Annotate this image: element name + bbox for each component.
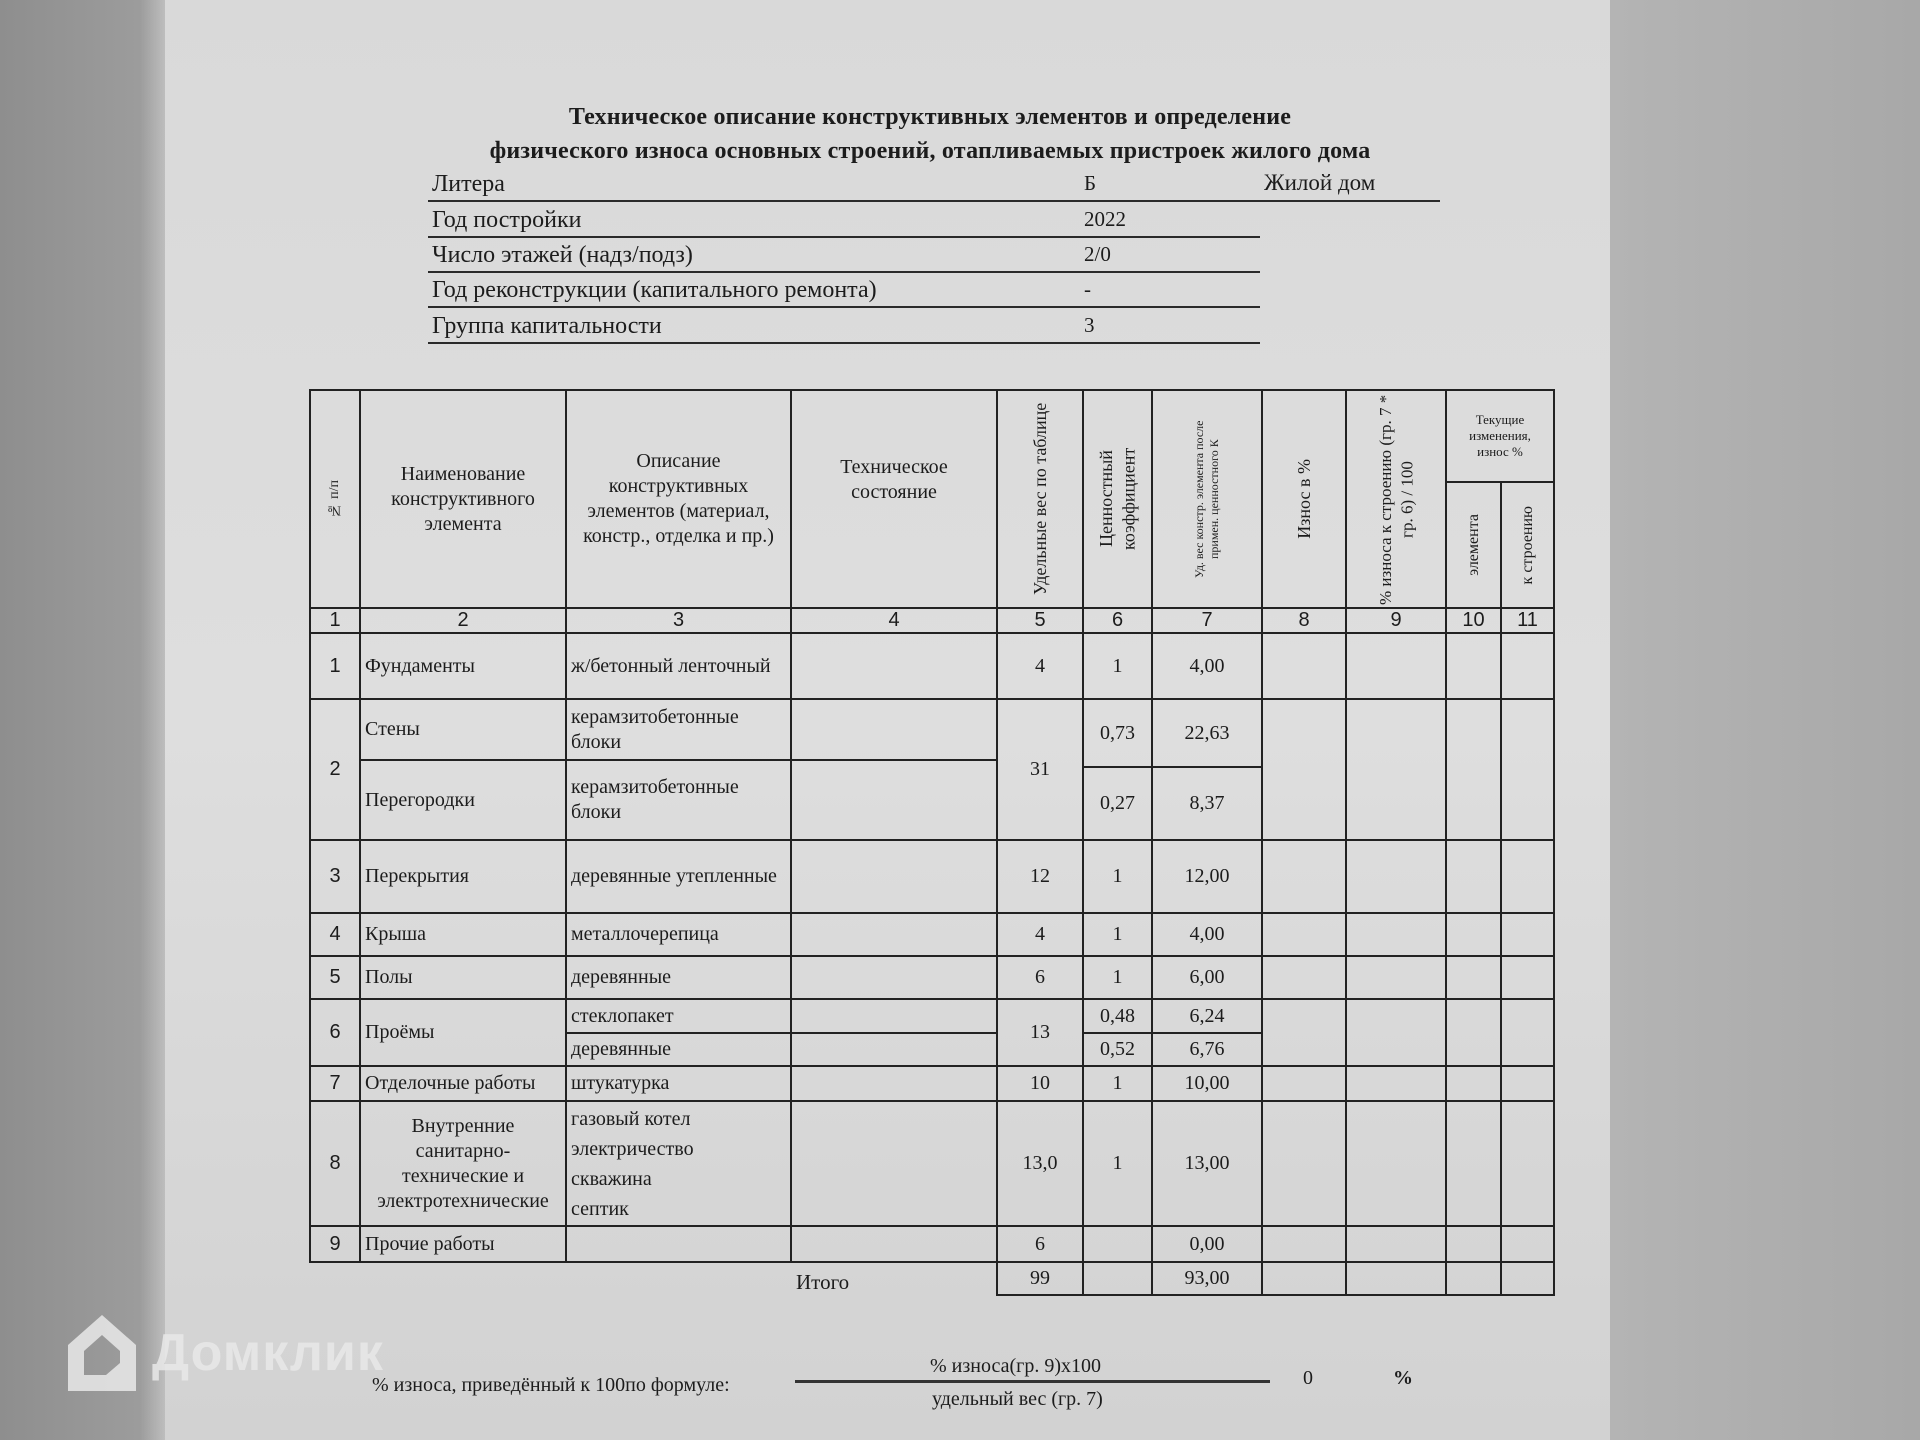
element-coefficient: 1 — [1082, 1065, 1153, 1102]
watermark-text: Домклик — [152, 1324, 384, 1382]
element-condition — [790, 955, 998, 1000]
element-description: керамзитобетонные блоки — [565, 759, 792, 841]
header-current-changes-text: Текущие изменения, износ % — [1469, 411, 1531, 460]
header-description-text: Описание конструктивных элементов (материал, констр., отделка и пр.) — [583, 450, 774, 547]
element-weight: 4 — [996, 632, 1084, 700]
element-wear — [1261, 955, 1347, 1000]
element-description: ж/бетонный ленточный — [565, 632, 792, 700]
col-number: 1 — [309, 607, 361, 634]
header-no — [309, 389, 361, 609]
total-wear — [1261, 1261, 1347, 1296]
header-name — [359, 389, 567, 609]
total-weight: 99 — [996, 1261, 1084, 1296]
row-number: 9 — [309, 1225, 361, 1263]
header-wear-to-building-text: % износа к строению (гр. 7 * гр. 6) / 100 — [1375, 393, 1416, 605]
element-current-element — [1445, 1100, 1502, 1227]
element-name: Перегородки — [359, 759, 567, 841]
element-condition — [790, 632, 998, 700]
header-name-text: Наименование конструктивного элемента — [391, 462, 535, 535]
info-value: 3 — [1084, 313, 1095, 337]
formula-numerator: % износа(гр. 9)х100 — [930, 1355, 1101, 1377]
row-number: 8 — [309, 1100, 361, 1227]
col-number: 8 — [1261, 607, 1347, 634]
info-row-litera — [428, 168, 1440, 202]
element-current-element — [1445, 1225, 1502, 1263]
info-label: Число этажей (надз/подз) — [432, 242, 693, 268]
element-wear-building — [1345, 912, 1447, 957]
info-extra: Жилой дом — [1264, 170, 1376, 195]
formula-result: 0 — [1303, 1367, 1313, 1389]
element-current-building — [1500, 698, 1555, 841]
header-condition — [790, 389, 998, 609]
element-current-element — [1445, 955, 1502, 1000]
col-number: 4 — [790, 607, 998, 634]
element-weight: 6 — [996, 1225, 1084, 1263]
info-label: Год реконструкции (капитального ремонта) — [432, 277, 877, 303]
row-number: 1 — [309, 632, 361, 700]
element-wear — [1261, 839, 1347, 914]
info-row-year-built — [428, 204, 1260, 238]
element-adjusted-weight: 12,00 — [1151, 839, 1263, 914]
element-weight: 4 — [996, 912, 1084, 957]
document-title-line2: физического износа основных строений, отапливаемых пристроек жилого дома — [489, 138, 1371, 164]
element-adjusted-weight: 10,00 — [1151, 1065, 1263, 1102]
element-wear-building — [1345, 632, 1447, 700]
total-current-building — [1500, 1261, 1555, 1296]
element-current-element — [1445, 632, 1502, 700]
element-current-element — [1445, 1065, 1502, 1102]
info-row-reconstruction — [428, 274, 1260, 308]
element-description: металлочерепица — [565, 912, 792, 957]
header-to-building — [1500, 481, 1555, 609]
element-current-building — [1500, 632, 1555, 700]
element-condition — [790, 1225, 998, 1263]
total-wear-building — [1345, 1261, 1447, 1296]
element-name: Проёмы — [359, 998, 567, 1067]
total-coefficient — [1082, 1261, 1153, 1296]
element-condition — [790, 1065, 998, 1102]
element-wear — [1261, 1065, 1347, 1102]
element-adjusted-weight: 22,63 — [1151, 698, 1263, 768]
element-coefficient: 1 — [1082, 1100, 1153, 1227]
element-description: деревянные — [565, 955, 792, 1000]
header-wear-to-building — [1345, 389, 1447, 609]
total-adjusted-weight: 93,00 — [1151, 1261, 1263, 1296]
element-coefficient: 1 — [1082, 632, 1153, 700]
element-description — [565, 1100, 792, 1227]
row-number: 4 — [309, 912, 361, 957]
header-coefficient — [1082, 389, 1153, 609]
info-label: Год постройки — [432, 207, 582, 233]
element-name: Отделочные работы — [359, 1065, 567, 1102]
row-number: 6 — [309, 998, 361, 1067]
row-number: 2 — [309, 698, 361, 841]
element-coefficient: 0,52 — [1082, 1032, 1153, 1067]
header-no-text: № п/п — [327, 480, 343, 518]
info-label: Литера — [432, 171, 505, 197]
info-row-capital-group — [428, 310, 1260, 344]
formula-unit: % — [1393, 1367, 1413, 1389]
element-weight: 12 — [996, 839, 1084, 914]
element-adjusted-weight: 13,00 — [1151, 1100, 1263, 1227]
element-adjusted-weight: 6,76 — [1151, 1032, 1263, 1067]
element-wear — [1261, 632, 1347, 700]
element-name: Полы — [359, 955, 567, 1000]
element-condition — [790, 759, 998, 841]
element-condition — [790, 912, 998, 957]
header-weight-text: Удельные вес по таблице — [1029, 402, 1050, 596]
element-description: стеклопакет — [565, 998, 792, 1034]
element-current-building — [1500, 998, 1555, 1067]
element-wear — [1261, 912, 1347, 957]
element-wear-building — [1345, 839, 1447, 914]
element-current-building — [1500, 912, 1555, 957]
row-number: 7 — [309, 1065, 361, 1102]
header-element — [1445, 481, 1502, 609]
element-current-building — [1500, 1065, 1555, 1102]
element-condition — [790, 998, 998, 1034]
element-name: Прочие работы — [359, 1225, 567, 1263]
element-wear-building — [1345, 1065, 1447, 1102]
info-value: Б — [1084, 171, 1097, 195]
element-wear — [1261, 1225, 1347, 1263]
col-number: 11 — [1500, 607, 1555, 634]
element-adjusted-weight: 6,00 — [1151, 955, 1263, 1000]
element-description: деревянные утепленные — [565, 839, 792, 914]
element-coefficient: 1 — [1082, 839, 1153, 914]
header-description — [565, 389, 792, 609]
element-description: деревянные — [565, 1032, 792, 1067]
element-current-building — [1500, 1225, 1555, 1263]
element-name: Перекрытия — [359, 839, 567, 914]
col-number: 9 — [1345, 607, 1447, 634]
header-adjusted-weight-text: Уд. вес констр. элемента после примен. ценностного К — [1192, 420, 1221, 578]
element-description-text: газовый котел электричество скважина септик — [571, 1107, 694, 1220]
element-wear-building — [1345, 1100, 1447, 1227]
element-current-building — [1500, 1100, 1555, 1227]
header-condition-text: Техническое состояние — [840, 456, 948, 503]
element-description: штукатурка — [565, 1065, 792, 1102]
info-value: 2/0 — [1084, 242, 1111, 266]
document-title-line1: Техническое описание конструктивных элементов и определение — [568, 104, 1292, 130]
row-number: 5 — [309, 955, 361, 1000]
element-coefficient: 0,48 — [1082, 998, 1153, 1034]
element-name: Фундаменты — [359, 632, 567, 700]
element-adjusted-weight: 0,00 — [1151, 1225, 1263, 1263]
element-coefficient — [1082, 1225, 1153, 1263]
element-adjusted-weight: 4,00 — [1151, 912, 1263, 957]
element-wear-building — [1345, 1225, 1447, 1263]
element-adjusted-weight: 6,24 — [1151, 998, 1263, 1034]
element-adjusted-weight: 8,37 — [1151, 766, 1263, 841]
header-current-changes — [1445, 389, 1555, 483]
header-weight — [996, 389, 1084, 609]
header-adjusted-weight — [1151, 389, 1263, 609]
col-number: 6 — [1082, 607, 1153, 634]
total-current-element — [1445, 1261, 1502, 1296]
element-name: Внутренние санитарно-технические и электротехнические — [359, 1100, 567, 1227]
element-current-element — [1445, 698, 1502, 841]
element-wear — [1261, 1100, 1347, 1227]
element-weight: 13,0 — [996, 1100, 1084, 1227]
element-current-element — [1445, 912, 1502, 957]
element-wear — [1261, 698, 1347, 841]
element-wear-building — [1345, 998, 1447, 1067]
element-wear — [1261, 998, 1347, 1067]
element-current-element — [1445, 839, 1502, 914]
col-number: 7 — [1151, 607, 1263, 634]
element-condition — [790, 1100, 998, 1227]
formula-denominator: удельный вес (гр. 7) — [932, 1388, 1103, 1410]
header-to-building-text: к строению — [1518, 505, 1536, 585]
element-wear-building — [1345, 955, 1447, 1000]
domclick-logo-icon — [66, 1313, 138, 1393]
element-condition — [790, 1032, 998, 1067]
element-current-building — [1500, 955, 1555, 1000]
info-value: 2022 — [1084, 207, 1126, 231]
element-description — [565, 1225, 792, 1263]
element-name: Крыша — [359, 912, 567, 957]
formula-label: % износа, приведённый к 100по формуле: — [372, 1374, 730, 1396]
row-number: 3 — [309, 839, 361, 914]
info-value: - — [1084, 277, 1091, 301]
element-current-element — [1445, 998, 1502, 1067]
header-wear-percent — [1261, 389, 1347, 609]
element-weight: 13 — [996, 998, 1084, 1067]
col-number: 5 — [996, 607, 1084, 634]
col-number: 2 — [359, 607, 567, 634]
element-condition — [790, 698, 998, 761]
watermark — [66, 1313, 384, 1393]
info-row-floors — [428, 239, 1260, 273]
header-wear-percent-text: Износ в % — [1293, 459, 1314, 539]
header-element-text: элемента — [1464, 514, 1482, 576]
element-condition — [790, 839, 998, 914]
element-coefficient: 1 — [1082, 955, 1153, 1000]
element-name: Стены — [359, 698, 567, 761]
element-weight: 10 — [996, 1065, 1084, 1102]
element-description: керамзитобетонные блоки — [565, 698, 792, 761]
element-weight: 6 — [996, 955, 1084, 1000]
element-current-building — [1500, 839, 1555, 914]
element-weight: 31 — [996, 698, 1084, 841]
formula-fraction-line — [795, 1380, 1270, 1383]
element-coefficient: 0,73 — [1082, 698, 1153, 768]
col-number: 10 — [1445, 607, 1502, 634]
total-label: Итого — [796, 1270, 850, 1294]
header-coefficient-text: Ценностный коэффициент — [1096, 447, 1139, 551]
element-coefficient: 1 — [1082, 912, 1153, 957]
info-label: Группа капитальности — [432, 313, 662, 339]
element-coefficient: 0,27 — [1082, 766, 1153, 841]
element-wear-building — [1345, 698, 1447, 841]
col-number: 3 — [565, 607, 792, 634]
element-adjusted-weight: 4,00 — [1151, 632, 1263, 700]
